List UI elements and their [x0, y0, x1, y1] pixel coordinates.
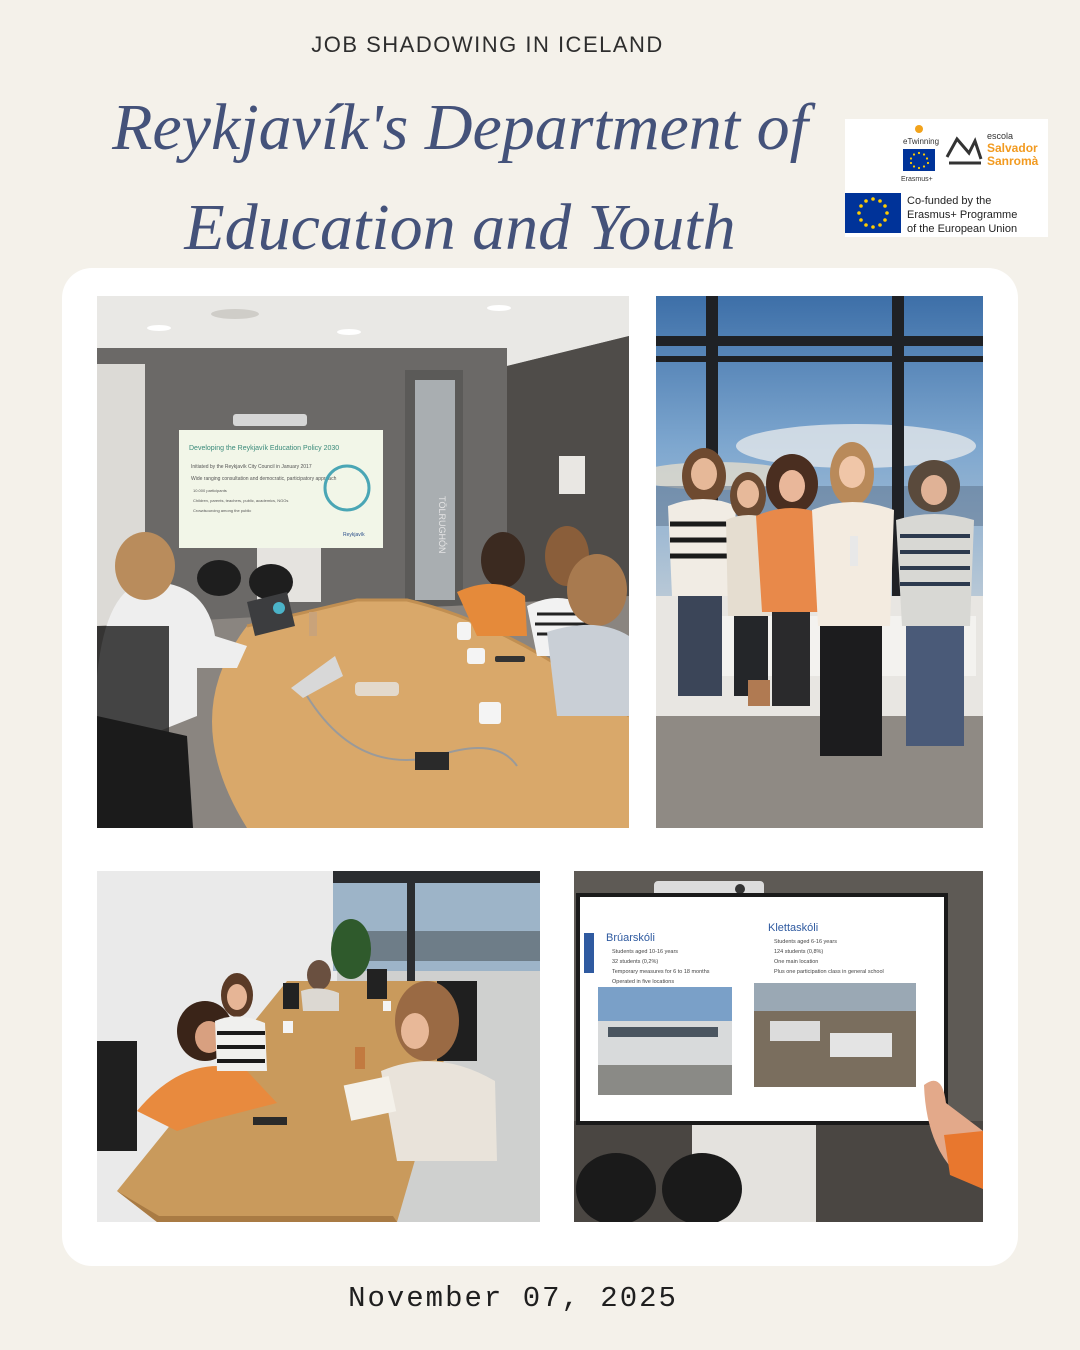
school-left-bullet-4: Operated in five locations — [612, 979, 675, 985]
school-emblem-icon — [947, 139, 981, 163]
photo-reading-table — [97, 871, 540, 1222]
etwinning-label: eTwinning — [903, 137, 940, 146]
school-right-bullet-4: Plus one participation class in general school — [774, 969, 884, 975]
slide-bullet-5: Crowdsourcing among the public — [193, 508, 252, 513]
cofunded-line-2: Erasmus+ Programme — [907, 209, 1018, 221]
school-name-2: Sanromà — [987, 154, 1039, 168]
reykjavik-crest-icon — [584, 933, 594, 973]
school-left-bullet-1: Students aged 10-16 years — [612, 949, 679, 955]
page-title — [40, 78, 880, 278]
school-prefix: escola — [987, 131, 1014, 141]
cofunded-line-3: of the European Union — [907, 223, 1018, 235]
door-sign-text: TÖLRUGHÓN — [437, 496, 447, 554]
photo-group-window — [656, 296, 983, 828]
cofunding-logo — [845, 119, 1048, 237]
school-right-title: Klettaskóli — [768, 922, 819, 934]
school-right-bullet-2: 124 students (0,8%) — [774, 949, 824, 955]
logo-artwork — [845, 119, 1048, 237]
school-right-bullet-3: One main location — [774, 959, 819, 965]
slide-bullet-1: Initiated by the Reykjavík City Council in January 2017 — [191, 464, 312, 470]
photo-meeting-presentation — [97, 296, 629, 828]
slide-bullet-4: Children, parents, teachers, public, academics, NGOs — [193, 498, 289, 503]
school-left-bullet-3: Temporary measures for 6 to 18 months — [612, 969, 710, 975]
cofunded-line-1: Co-funded by the — [907, 195, 992, 207]
slide-brand: Reykjavík — [343, 532, 365, 538]
slide-bullet-3: 10.000 participants — [193, 488, 227, 493]
school-right-bullet-1: Students aged 6-16 years — [774, 939, 837, 945]
school-left-bullet-2: 32 students (0,2%) — [612, 959, 659, 965]
event-date: November 07, 2025 — [348, 1282, 678, 1315]
erasmus-small-label: Erasmus+ — [901, 176, 933, 183]
photo-collage-card — [62, 268, 1018, 1266]
title-line-1: Reykjavík's Department of — [112, 91, 808, 164]
school-left-title: Brúarskóli — [606, 932, 655, 944]
slide-title: Developing the Reykjavík Education Policy 2030 — [189, 445, 340, 452]
page-kicker: JOB SHADOWING IN ICELAND — [311, 32, 664, 57]
title-line-2: Education and Youth — [184, 191, 736, 264]
school-name-1: Salvador — [987, 141, 1038, 155]
slide-bullet-2: Wide ranging consultation and democratic, participatory approach — [191, 476, 337, 482]
etwinning-icon — [915, 125, 923, 133]
photo-schools-presentation — [574, 871, 983, 1222]
